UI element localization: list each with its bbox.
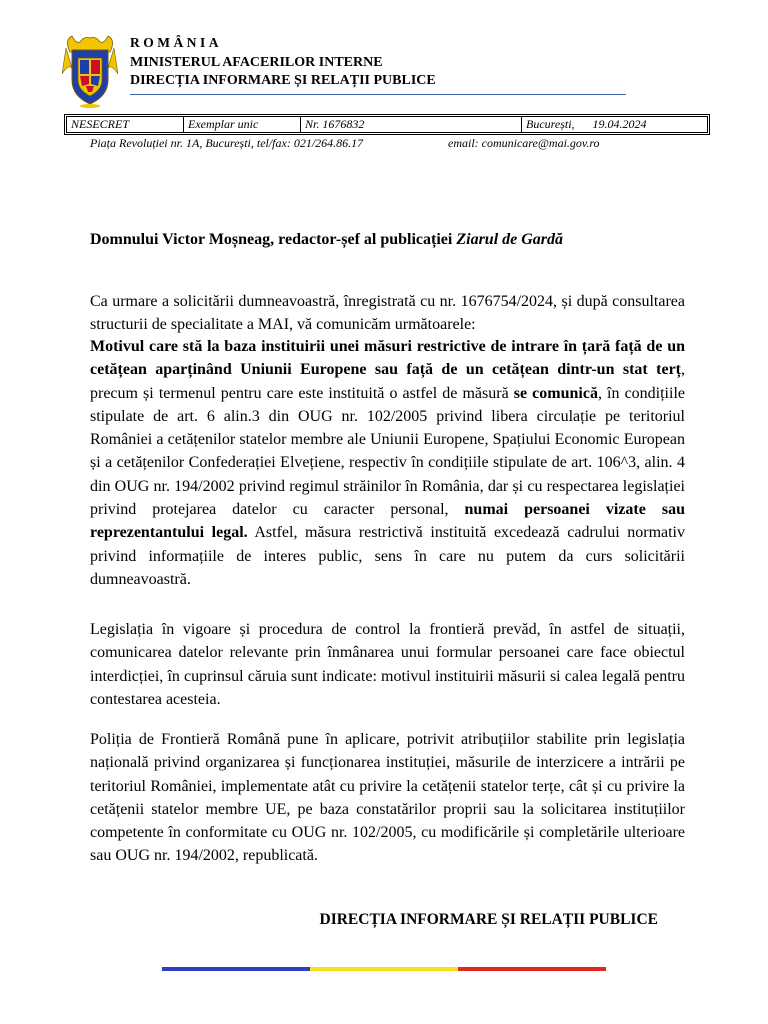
paragraph-3 bbox=[90, 618, 685, 711]
bold-text: Motivul care stă la baza instituirii unei măsuri restrictive de intrare în țară față de un cetățean aparținând Uniunii Europene sau față de un cetățean dintr-un stat terț bbox=[90, 338, 685, 379]
city: București, bbox=[526, 117, 575, 131]
paragraph-text: , precum și termenul pentru care este instituită o astfel de măsură bbox=[90, 361, 685, 402]
flag-blue-stripe bbox=[162, 967, 310, 971]
date: 19.04.2024 bbox=[592, 117, 647, 131]
place-date bbox=[522, 117, 707, 132]
copy-type: Exemplar unic bbox=[184, 117, 301, 132]
email: email: comunicare@mai.gov.ro bbox=[448, 136, 600, 150]
registration-number: Nr. 1676832 bbox=[301, 117, 522, 132]
department-name: DIRECȚIA INFORMARE ȘI RELAȚII PUBLICE bbox=[130, 73, 436, 88]
paragraph-text: , în condițiile stipulate de art. 6 alin.3 din OUG nr. 102/2005 privind libera circulație pe teritoriul României a cetățenilor statelor membre ale Uniunii Europene, Spațiului Economic European și a cetățenilor Confederației Elvețiene, respectiv în condițiile stipulate de art. 106^3, alin. 4 din OUG nr. 194/2002 privind regimul străinilor în România, dar și cu respectarea legislației privind protejarea datelor cu caracter personal, bbox=[90, 384, 685, 519]
bold-text: numai persoanei vizate sau reprezentantului legal. bbox=[90, 501, 685, 542]
paragraph-text: Legislația în vigoare și procedura de control la frontieră prevăd, în astfel de situații, comunicarea datelor relevante prin înmânarea unui formular persoanei care face obiectul interdicției, în cuprinsul căruia sunt indicate: motivul instituirii măsurii si calea legală pentru contestarea acesteia. bbox=[90, 621, 685, 708]
coat-of-arms-icon bbox=[62, 34, 118, 108]
publication-name: Ziarul de Gardă bbox=[456, 231, 564, 248]
paragraph-2 bbox=[90, 335, 685, 591]
flag-red-stripe bbox=[458, 967, 606, 971]
header-divider bbox=[130, 94, 626, 95]
signature-department: DIRECȚIA INFORMARE ȘI RELAȚII PUBLICE bbox=[319, 911, 658, 928]
recipient-name: Domnului Victor Moșneag, redactor-șef al publicației bbox=[90, 231, 457, 248]
paragraph-text: Poliția de Frontieră Română pune în aplicare, potrivit atribuțiilor stabilite prin legislația națională privind organizarea și funcționarea instituției, măsurile de interzicere a intrării pe teritoriul României, implementate atât cu privire la cetățenii statelor terțe, cât și cu privire la cetățenii statelor membre UE, pe baza constatărilor proprii sau la solicitarea instituțiilor competente în conformitate cu OUG nr. 102/2005, cu modificările și completările ulterioare sau OUG nr. 194/2002, republicată. bbox=[90, 731, 685, 865]
paragraph-4 bbox=[90, 728, 685, 868]
document-info-bar bbox=[66, 116, 708, 133]
paragraph-text: Astfel, măsura restrictivă instituită excedează cadrului normativ privind informațiile de interes public, sens în care nu putem da curs solicitării dumneavoastră. bbox=[90, 524, 686, 588]
tricolor-bar bbox=[162, 967, 606, 971]
address: Piața Revoluției nr. 1A, București, tel/fax: 021/264.86.17 bbox=[90, 136, 364, 150]
paragraph-text: Ca urmare a solicitării dumneavoastră, înregistrată cu nr. 1676754/2024, și după consultarea structurii de specialitate a MAI, vă comunicăm următoarele: bbox=[90, 293, 685, 334]
recipient bbox=[90, 231, 563, 249]
classification: NESECRET bbox=[67, 117, 184, 132]
bold-text: se comunică bbox=[513, 384, 598, 402]
ministry-name: MINISTERUL AFACERILOR INTERNE bbox=[130, 55, 383, 70]
flag-yellow-stripe bbox=[310, 967, 458, 971]
country-name: ROMÂNIA bbox=[130, 35, 222, 50]
paragraph-1 bbox=[90, 290, 685, 337]
